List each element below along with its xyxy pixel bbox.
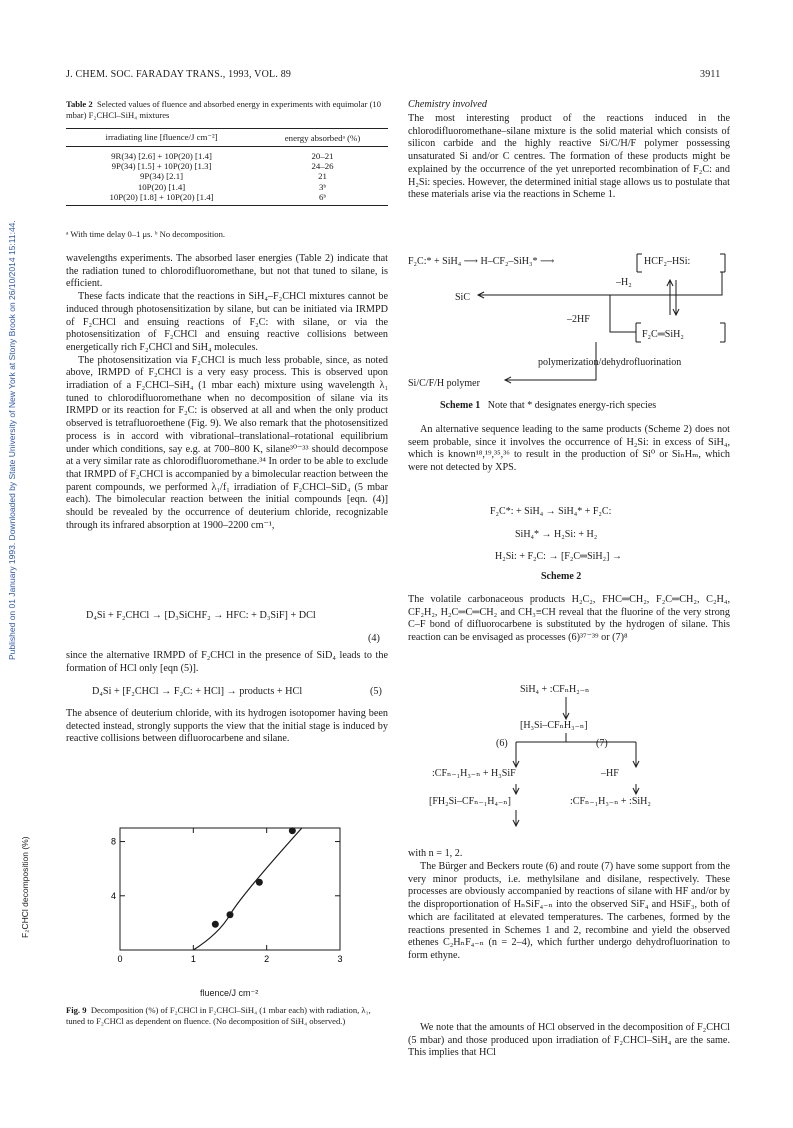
table-cell: 20–21 [311,151,334,161]
paragraph: The photosensitization via F₂CHCl is much less probable, since, as noted above, IRMPD of F₂CHCl is a very easy process. This is observed upon irradiation of a F₂CHCl–SiH₄ (1 mbar each) mixture using wavelength λ₁ tuned to chlorodifluoromethane when no decomposition of silane via its IRMPD or its reaction for F₂C: is observed at all and when the only product observed is tetrafluoroethene (Fig. 9). We also remark that the photosensitized process is in accord with vibrational–translational–rotational equilibrium under which conditions, say e.g. at 700–800 K, silane³⁰⁻³³ should decompose at a very similar rate as chlorodifluoromethane.³⁴ In order to be able to exclude that IRMPD of F₂CHCl is accompanied by a bimolecular reaction between the parent compounds, we performed λ₁/f₁ irradiation of F₂CHCl–SiD₄ (5 mbar each). The bimolecular reaction between the initial compounds [eqn. (4)] should be revealed by the occurrence of deuterium chloride, recognizable through its infrared absorption at 1900–2200 cm⁻¹, [66,354,388,531]
table-cell: 3ᵇ [318,181,327,192]
paragraph: The absence of deuterium chloride, with its hydrogen isotopomer having been detected instead, strongly supports the view that the initial stage is induced by reactive collisions between difluorocarbene and silane. [66,708,388,745]
scheme3-left: :CFₙ₋₁H₃₋ₙ + H₃SiF [432,768,516,779]
page-number: 3911 [700,69,721,80]
scheme3-mid: [H₃Si–CFₙH₃₋ₙ] [520,720,588,731]
scheme3-minus-hf: –HF [601,768,619,779]
table-cell: 6ᵇ [257,192,388,206]
table-row [66,182,388,192]
scheme1-polymer: Si/C/F/H polymer [408,378,480,389]
scheme1-minus-2hf: –2HF [567,314,590,325]
x-tick-label: 0 [117,954,123,964]
data-point [212,921,219,928]
box2-bracket [636,323,725,342]
x-tick-label: 2 [264,954,270,964]
scheme2-line3: H₂Si: + F₂C: → [F₂C═SiH₂] → [495,551,622,562]
paragraph: The Bürger and Beckers route (6) and route (7) have some support from the very minor products, i.e. methylsilane and disilane, respectively. These processes are obviously accompanied by reactions of silane with HF and/or by the disproportionation of HₙSiF₄₋ₙ into the observed SiF₄ and HSiF₃, both of which are facilitated at elevated temperatures. The carbenes, formed by the reactions presented in Schemes 1 and 2, recombine and yield the observed ethenes C₂HₙF₄₋ₙ (n = 2–4), which further undergo dehydrofluorination to form ethyne. [408,861,730,961]
table-cell: 10P(20) [1.4] [137,181,186,192]
sic-arrow [478,272,722,295]
scheme3-r6: (6) [496,738,508,749]
data-point [289,827,296,834]
table-cell: 9R(34) [2.6] + 10P(20) [1.4] [111,151,212,161]
figure9-caption-text: Decomposition (%) of F₂CHCl in F₂CHCl–SiH₄ (1 mbar each) with radiation, λ₁, tuned to F₂CHCl as dependent on fluence. (No decomposition of SiH₄ observed.) [66,1005,371,1026]
scheme1-box1: HCF₂–HSi: [644,256,691,267]
table-cell: 10P(20) [1.8] + 10P(20) [1.4] [66,192,257,206]
data-point [227,911,234,918]
scheme2-caption: Scheme 2 [541,571,582,582]
data-point [256,879,263,886]
section-heading: Chemistry involved [408,99,487,110]
polymer-arrow [505,342,596,380]
equation-5: D₄Si + [F₂CHCl → F₂C: + HCl] → products + HCl [92,686,303,697]
box1-bracket [637,254,725,272]
table-cell: 21 [318,171,327,182]
equation-5-number: (5) [370,686,382,697]
x-tick-label: 1 [190,954,196,964]
paragraph: The volatile carbonaceous products H₂C₂, FHC═CH₂, F₂C═CH₂, C₂H₄, CF₂H₂, H₂C═C═CH₂ and CH₃≡CH reveal that the fluorine of the very strong C–F bond of difluorocarbene is substituted by the hydrogen of silane. This reaction can be envisaged as processes (6)³⁷⁻³⁹ or (7)⁸ [408,594,730,644]
plot-frame [120,828,340,950]
scheme1-sic: SiC [455,292,471,303]
paragraph: These facts indicate that the reactions in SiH₄–F₂CHCl mixtures cannot be induced through photosensitization by silane, but can be initiated via IRMPD of F₂CHCl and ensuing reactions of F₂C: with silane, or via the photosensitization of F₂CHCl and ensuing reactive collisions between energetically rich F₂CHCl and SiH₄ molecules. [66,291,388,353]
scheme1-top: F₂C:* + SiH₄ ⟶ H–CF₂–SiH₃* ⟶ [408,256,555,267]
table-row [66,151,388,161]
table-row [66,192,388,206]
paragraph: wavelengths experiments. The absorbed laser energies (Table 2) indicate that the radiation tuned to chlorodifluoromethane, but not that tuned to silane, is efficient. [66,253,388,290]
y-tick-label: 4 [110,890,116,901]
figure9-ylabel: F₂CHCl decomposition (%) [20,836,30,939]
scheme1-minus-h2: –H₂ [616,277,632,288]
branch-line [516,733,636,742]
paragraph: We note that the amounts of HCl observed in the decomposition of F₂CHCl (5 mbar) and those produced upon irradiation of F₂CHCl–SiH₄ are the same. This implies that HCl [408,1022,730,1059]
scheme3-bottom-left: [FH₂Si–CFₙ₋₁H₄₋ₙ] [429,796,511,807]
figure9-xlabel: fluence/J cm⁻² [200,988,259,998]
x-tick-label: 3 [337,954,343,964]
scheme2-line2: SiH₄* → H₂Si: + H₂ [515,529,598,540]
paragraph: since the alternative IRMPD of F₂CHCl in the presence of SiD₄ leads to the formation of HCl only [eqn (5)]. [66,650,388,674]
table-cell: 9P(34) [2.1] [140,171,184,182]
table-row [66,171,388,181]
scheme3-r7: (7) [596,738,608,749]
journal-header: J. CHEM. SOC. FARADAY TRANS., 1993, VOL. 89 [66,69,292,80]
figure9-caption [66,1005,388,1026]
download-notice: Published on 01 January 1993. Downloaded by State University of New York at Stony Brook on 26/10/2014 15:11:44. [7,220,17,660]
table2-footnote: ᵃ With time delay 0–1 μs. ᵇ No decomposition. [66,229,226,239]
scheme2-line1: F₂C*: + SiH₄ → SiH₄* + F₂C: [490,506,612,517]
paragraph: with n = 1, 2. [408,848,463,859]
scheme3-arrows [420,680,720,830]
table2-label: Table 2 [66,99,93,109]
scheme1-label: Scheme 1 [440,400,481,411]
table2-col1-header: irradiating line [fluence/J cm⁻²] [66,129,257,147]
equation-4: D₄Si + F₂CHCl → [D₃SiCHF₂ → HFC: + D₃SiF] + DCl [86,610,316,621]
scheme1-caption [440,401,656,412]
scheme1-caption-text: Note that * designates energy-rich species [487,400,657,411]
table2 [66,128,388,206]
equation-4-number: (4) [368,633,380,644]
table-row [66,161,388,171]
paragraph: An alternative sequence leading to the same products (Scheme 2) does not seem probable, since it involves the occurrence of H₂Si: in excess of SiH₄, which is known¹⁸,¹⁹,³⁵,³⁶ to result in the production of Si⁰ or SiₙHₘ, which were not detected by XPS. [408,424,730,474]
scheme3-bottom-right: :CFₙ₋₁H₃₋ₙ + :SiH₂ [570,796,651,807]
table2-caption-text: Selected values of fluence and absorbed energy in experiments with equimolar (10 mbar) F₂CHCl–SiH₄ mixtures [66,99,382,120]
scheme1-box2: F₂C═SiH₂ [642,329,684,340]
y-tick-label: 8 [110,836,116,847]
figure9-label: Fig. 9 [66,1005,87,1015]
minus-2hf-line [610,295,636,332]
fit-curve [193,828,302,950]
paragraph: The most interesting product of the reactions induced in the chlorodifluoromethane–silane mixture is the solid material which consists of silicon carbide and the highly reactive Si/C/H/F polymer possessing unsaturated Si and/or C centres. The formation of these products might be explained by the occurrence of the yet unreported recombination of F₂C: and H₂Si: species. However, the determined initial stage allows us to postulate that these materials arise via the reactions in Scheme 1. [408,113,730,201]
table-cell: 9P(34) [1.5] + 10P(20) [1.3] [111,161,212,172]
scheme1-arrows [400,250,740,400]
table2-col2-header: energy absorbedᵃ (%) [257,129,388,147]
table-cell: 24–26 [311,161,334,172]
table2-caption [66,99,388,120]
scheme3-top: SiH₄ + :CFₙH₂₋ₙ [520,684,590,695]
scheme1-poly-label: polymerization/dehydrofluorination [538,357,682,368]
left-body-text [66,253,388,532]
